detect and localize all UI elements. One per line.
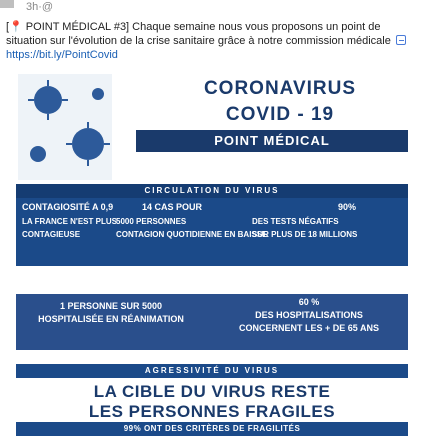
hospital-panel (16, 294, 408, 350)
aggressivity-heading: AGRESSIVITÉ DU VIRUS (16, 364, 408, 378)
hospital-left (26, 300, 196, 326)
banner-subtitle: COVID - 19 (225, 104, 335, 125)
circulation-heading: CIRCULATION DU VIRUS (16, 184, 408, 198)
aggressivity-panel (16, 364, 408, 438)
stat-row3-b: CONTAGION QUOTIDIENNE EN BAISSE (116, 230, 268, 239)
hospital-right-line1: 60 % (298, 297, 320, 307)
link-icon (396, 35, 406, 45)
hospital-right-line3: CONCERNENT LES + DE 65 ANS (239, 323, 379, 333)
stat-row2-a: LA FRANCE N'EST PLUS (22, 217, 117, 226)
banner (16, 72, 408, 182)
stat-contagiosity: CONTAGIOSITÉ A 0,9 (22, 202, 114, 212)
tweet-link[interactable]: https://bit.ly/PointCovid (6, 49, 118, 61)
stat-row3-a: CONTAGIEUSE (22, 230, 81, 239)
hospital-left-line2: HOSPITALISÉE EN RÉANIMATION (38, 314, 184, 324)
banner-tag: POINT MÉDICAL (136, 130, 408, 152)
virus-illustration (18, 74, 112, 180)
hospital-right (216, 296, 402, 335)
tweet-header (0, 0, 426, 20)
stat-row2-c: DES TESTS NÉGATIFS (252, 217, 339, 226)
circulation-panel (16, 184, 408, 266)
banner-title: CORONAVIRUS (203, 78, 357, 99)
infographic-card[interactable] (16, 72, 408, 440)
stat-cases: 14 CAS POUR (142, 202, 203, 212)
aggressivity-line1: LA CIBLE DU VIRUS RESTE (93, 382, 331, 401)
hospital-right-line2: DES HOSPITALISATIONS (255, 310, 363, 320)
aggressivity-line2: LES PERSONNES FRAGILES (88, 402, 336, 421)
stat-percent: 90% (338, 202, 357, 212)
hospital-left-line1: 1 PERSONNE SUR 5000 (59, 301, 163, 311)
avatar[interactable] (0, 0, 14, 8)
timestamp: 3h·@ (26, 1, 54, 13)
stat-row3-c: SUR PLUS DE 18 MILLIONS (252, 230, 358, 239)
stat-row2-b: 5000 PERSONNES (116, 217, 187, 226)
tweet-body: [📍 POINT MÉDICAL #3] Chaque semaine nous vous proposons un point de situation sur l'évolution de la crise sanitaire grâce à notre commission médicale (6, 21, 391, 47)
tweet-text (6, 20, 420, 62)
aggressivity-footer: 99% ONT DES CRITÈRES DE FRAGILITÉS (16, 422, 408, 436)
